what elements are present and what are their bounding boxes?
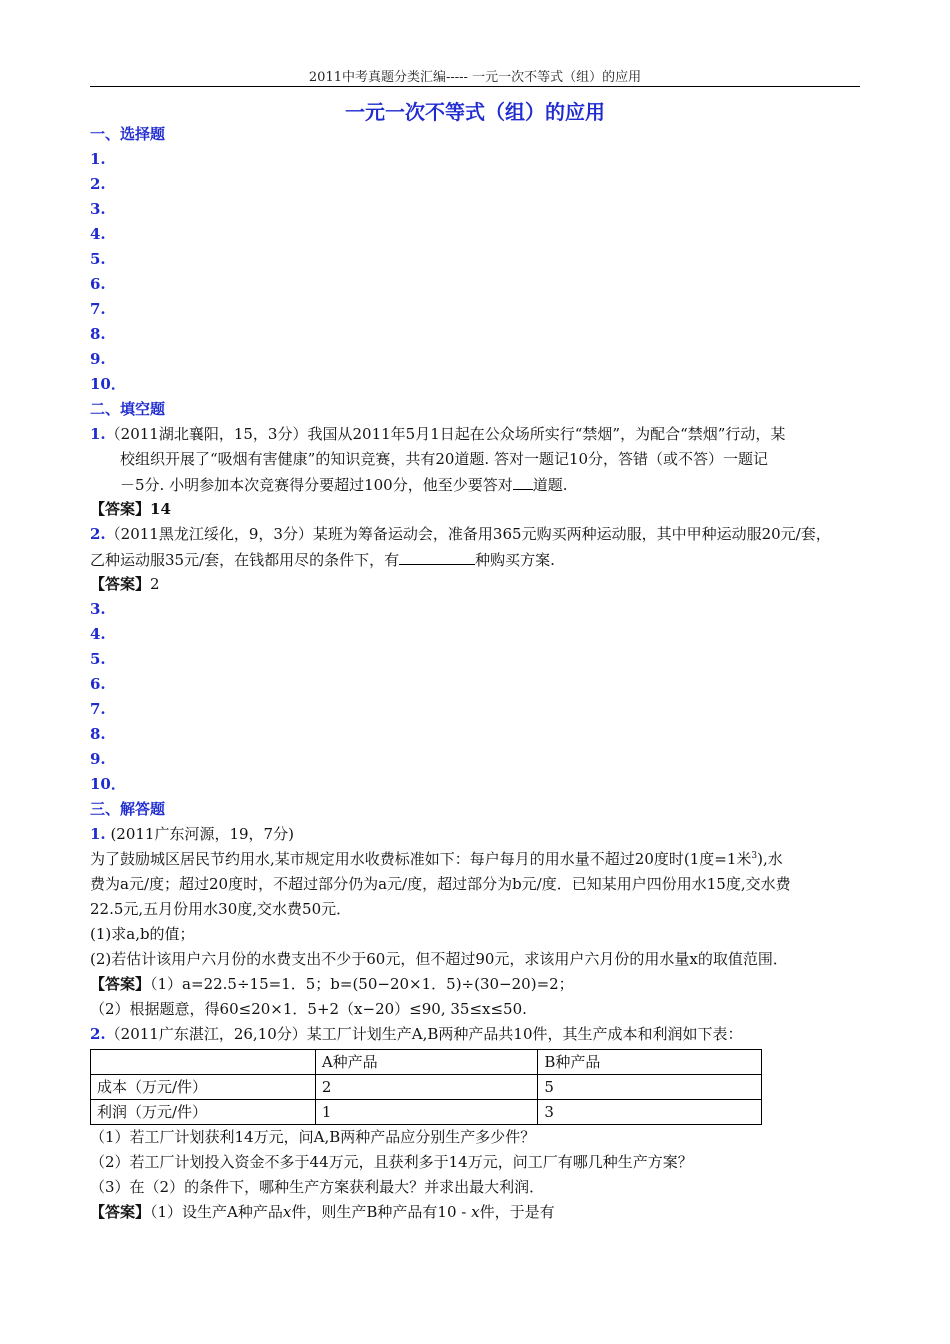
- answer-text: 件，则生产B种产品有10 -: [291, 1203, 472, 1221]
- document-title: 一元一次不等式（组）的应用: [345, 100, 605, 124]
- question-number: 2.: [90, 1025, 106, 1043]
- fill-question-number: 9.: [90, 750, 106, 768]
- answer-value: 2: [150, 575, 160, 593]
- table-cell: 利润（万元/件）: [91, 1100, 316, 1125]
- fill-question-number: 7.: [90, 700, 106, 718]
- running-header: 2011中考真题分类汇编----- 一元一次不等式（组）的应用: [308, 70, 642, 85]
- choice-question-number: 1.: [90, 150, 106, 168]
- answer-text: （1）a=22.5÷15=1．5；b=(50−20×1．5)÷(30−20)=2；: [150, 975, 574, 993]
- fill-question-list: [90, 597, 870, 797]
- question-part: （3）在（2）的条件下，哪种生产方案获利最大？并求出最大利润．: [90, 1178, 545, 1196]
- answer-text: （1）设生产A种产品: [150, 1203, 283, 1221]
- fill-question-number: 3.: [90, 600, 106, 618]
- table-header-row: [91, 1050, 762, 1075]
- question-text: ),水: [757, 850, 783, 868]
- fill-question-number: 10．: [90, 775, 126, 793]
- question-text: 种购买方案.: [475, 551, 555, 569]
- question-text: 校组织开展了“吸烟有害健康”的知识竞赛，共有20道题. 答对一题记10分，答错（或不答）一题记: [120, 450, 769, 468]
- question-text: 乙种运动服35元/套，在钱都用尽的条件下，有: [90, 551, 400, 569]
- answer-text: （2）根据题意，得60≤20×1．5+2（x−20）≤90, 35≤x≤50.: [90, 1000, 527, 1018]
- answer-value: 14: [150, 500, 171, 518]
- question-number: 1.: [90, 825, 106, 843]
- choice-question-number: 6.: [90, 275, 106, 293]
- fill-question-1: [90, 422, 870, 522]
- question-number: 1.: [90, 425, 106, 443]
- section-heading-choice: 一、选择题: [90, 125, 166, 143]
- fill-question-number: 4.: [90, 625, 106, 643]
- choice-question-list: [90, 147, 870, 397]
- table-header-cell: [91, 1050, 316, 1075]
- math-variable: x: [282, 1203, 292, 1221]
- cost-profit-table: [90, 1049, 762, 1125]
- answer-label: 【答案】: [90, 500, 151, 518]
- table-cell: 1: [315, 1100, 538, 1125]
- choice-question-number: 2.: [90, 175, 106, 193]
- table-cell: 成本（万元/件）: [91, 1075, 316, 1100]
- table-cell: 3: [538, 1100, 762, 1125]
- section-heading-fill: 二、填空题: [90, 400, 166, 418]
- fill-question-number: 5.: [90, 650, 106, 668]
- question-part: （1）若工厂计划获利14万元，问A,B两种产品应分别生产多少件？: [90, 1128, 536, 1146]
- question-text: 为了鼓励城区居民节约用水,某市规定用水收费标准如下：每户每月的用水量不超过20度时(1度=1米: [90, 850, 752, 868]
- choice-question-number: 5.: [90, 250, 106, 268]
- question-text: （2011黑龙江绥化，9，3分）某班为筹备运动会，准备用365元购买两种运动服，其中甲种运动服20元/套，: [105, 525, 831, 543]
- section-heading-solve: 三、解答题: [90, 800, 166, 818]
- question-part: (2)若估计该用户六月份的水费支出不少于60元，但不超过90元，求该用户六月份的用水量x的取值范围．: [90, 950, 788, 968]
- choice-question-number: 9.: [90, 350, 106, 368]
- table-row: [91, 1100, 762, 1125]
- fill-question-number: 8.: [90, 725, 106, 743]
- question-text: 道题.: [532, 476, 568, 494]
- answer-text: 件，于是有: [479, 1203, 555, 1221]
- fill-question-number: 6.: [90, 675, 106, 693]
- question-source: (2011广东河源，19，7分): [105, 825, 294, 843]
- choice-question-number: 8.: [90, 325, 106, 343]
- table-row: [91, 1075, 762, 1100]
- choice-question-number: 7.: [90, 300, 106, 318]
- solve-question-2: [90, 1022, 870, 1225]
- choice-question-number: 4.: [90, 225, 106, 243]
- superscript: 3: [751, 851, 758, 861]
- answer-label: 【答案】: [90, 1203, 151, 1221]
- document-body: [90, 122, 870, 1225]
- table-cell: 5: [538, 1075, 762, 1100]
- question-text: 22.5元,五月份用水30度,交水费50元．: [90, 900, 352, 918]
- question-text: （2011广东湛江，26,10分）某工厂计划生产A,B两种产品共10件，其生产成本和利润如下表：: [105, 1025, 743, 1043]
- question-number: 2.: [90, 525, 106, 543]
- table-header-cell: B种产品: [538, 1050, 762, 1075]
- question-text: －5分. 小明参加本次竞赛得分要超过100分，他至少要答对: [120, 476, 513, 494]
- math-variable: x: [471, 1203, 480, 1221]
- table-header-cell: A种产品: [315, 1050, 538, 1075]
- choice-question-number: 3.: [90, 200, 106, 218]
- question-text: （2011湖北襄阳，15，3分）我国从2011年5月1日起在公众场所实行“禁烟”，为配合“禁烟”行动，某: [105, 425, 786, 443]
- solve-question-1: [90, 822, 870, 1022]
- answer-label: 【答案】: [90, 975, 151, 993]
- choice-question-number: 10．: [90, 375, 126, 393]
- answer-label: 【答案】: [90, 575, 151, 593]
- question-part: （2）若工厂计划投入资金不多于44万元，且获利多于14万元，问工厂有哪几种生产方案？: [90, 1153, 693, 1171]
- answer-blank: [399, 547, 475, 565]
- question-part: (1)求a,b的值；: [90, 925, 195, 943]
- question-text: 费为a元/度；超过20度时，不超过部分仍为a元/度，超过部分为b元/度．已知某用户四份用水15度,交水费: [90, 875, 791, 893]
- answer-blank: [513, 472, 533, 490]
- fill-question-2: [90, 522, 870, 597]
- header-rule: [90, 86, 860, 87]
- table-cell: 2: [315, 1075, 538, 1100]
